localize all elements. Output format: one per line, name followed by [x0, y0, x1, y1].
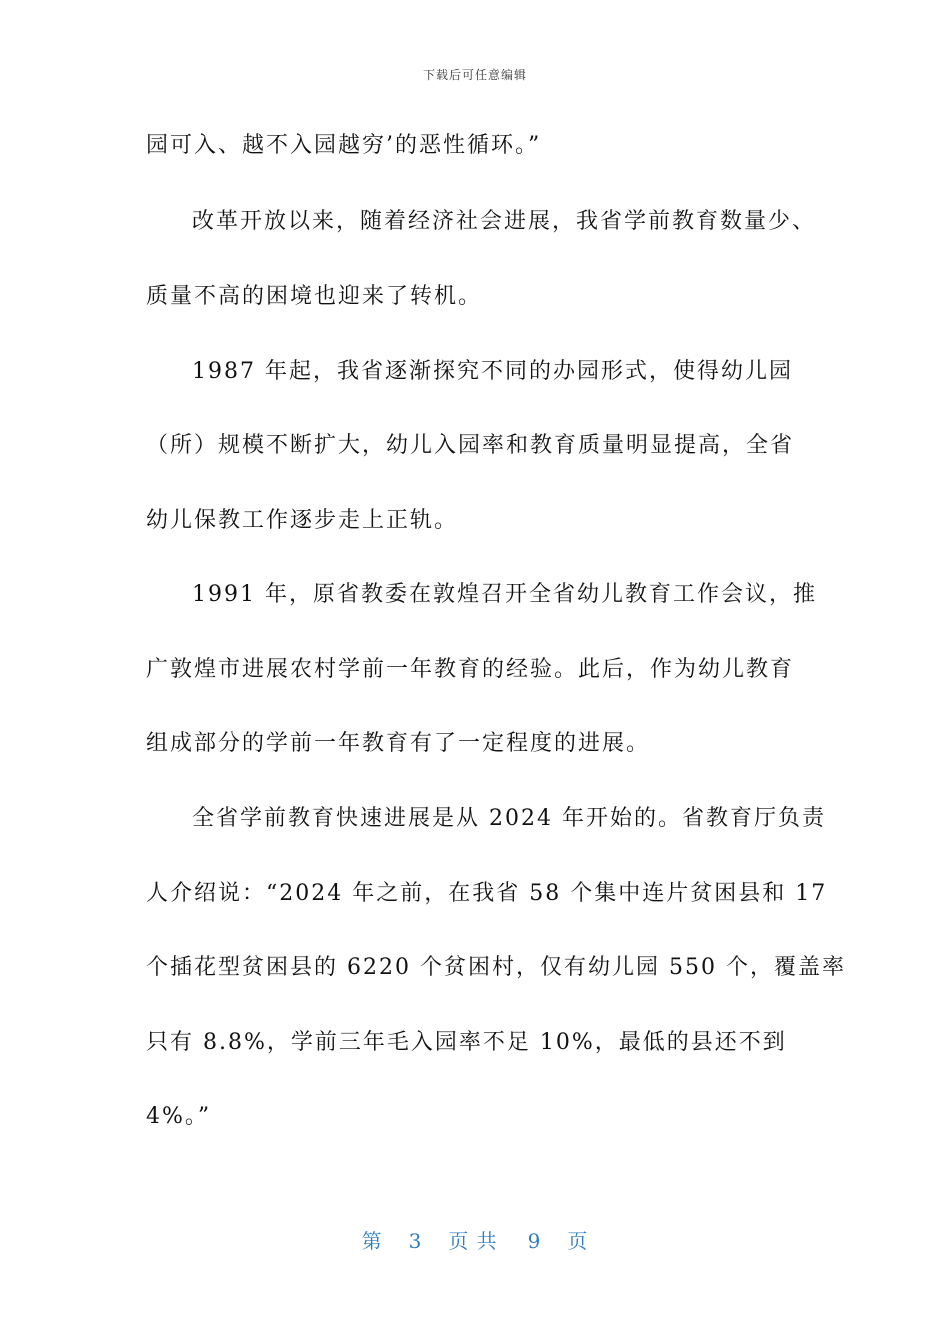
total-page-count: 9: [527, 1229, 542, 1253]
body-line: 4%。”: [146, 1104, 212, 1129]
body-line: 人介绍说：“2024 年之前，在我省 58 个集中连片贫困县和 17: [146, 881, 828, 906]
body-line: 广敦煌市进展农村学前一年教育的经验。此后，作为幼儿教育: [146, 657, 795, 682]
body-line: 质量不高的困境也迎来了转机。: [146, 284, 483, 309]
body-line: 幼儿保教工作逐步走上正轨。: [146, 508, 459, 533]
body-line: 1987 年起，我省逐渐探究不同的办园形式，使得幼儿园: [192, 359, 793, 384]
page-number-footer: [0, 1225, 950, 1254]
footer-prefix: 第: [361, 1229, 383, 1253]
body-line: （所）规模不断扩大，幼儿入园率和教育质量明显提高，全省: [146, 433, 795, 458]
footer-suffix: 页: [567, 1229, 589, 1253]
body-line: 改革开放以来，随着经济社会进展，我省学前教育数量少、: [192, 209, 817, 234]
body-line: 组成部分的学前一年教育有了一定程度的进展。: [146, 731, 651, 756]
footer-middle: 页 共: [448, 1229, 498, 1253]
body-line: 个插花型贫困县的 6220 个贫困村，仅有幼儿园 550 个，覆盖率: [146, 955, 846, 980]
page-header: 下载后可任意编辑: [422, 68, 527, 82]
body-line: 只有 8.8%，学前三年毛入园率不足 10%，最低的县还不到: [146, 1030, 787, 1055]
body-line: 全省学前教育快速进展是从 2024 年开始的。省教育厅负责: [192, 806, 826, 831]
current-page-number: 3: [408, 1229, 423, 1253]
body-line: 园可入、越不入园越穷’的恶性循环。”: [146, 133, 542, 158]
body-line: 1991 年，原省教委在敦煌召开全省幼儿教育工作会议，推: [192, 582, 817, 607]
